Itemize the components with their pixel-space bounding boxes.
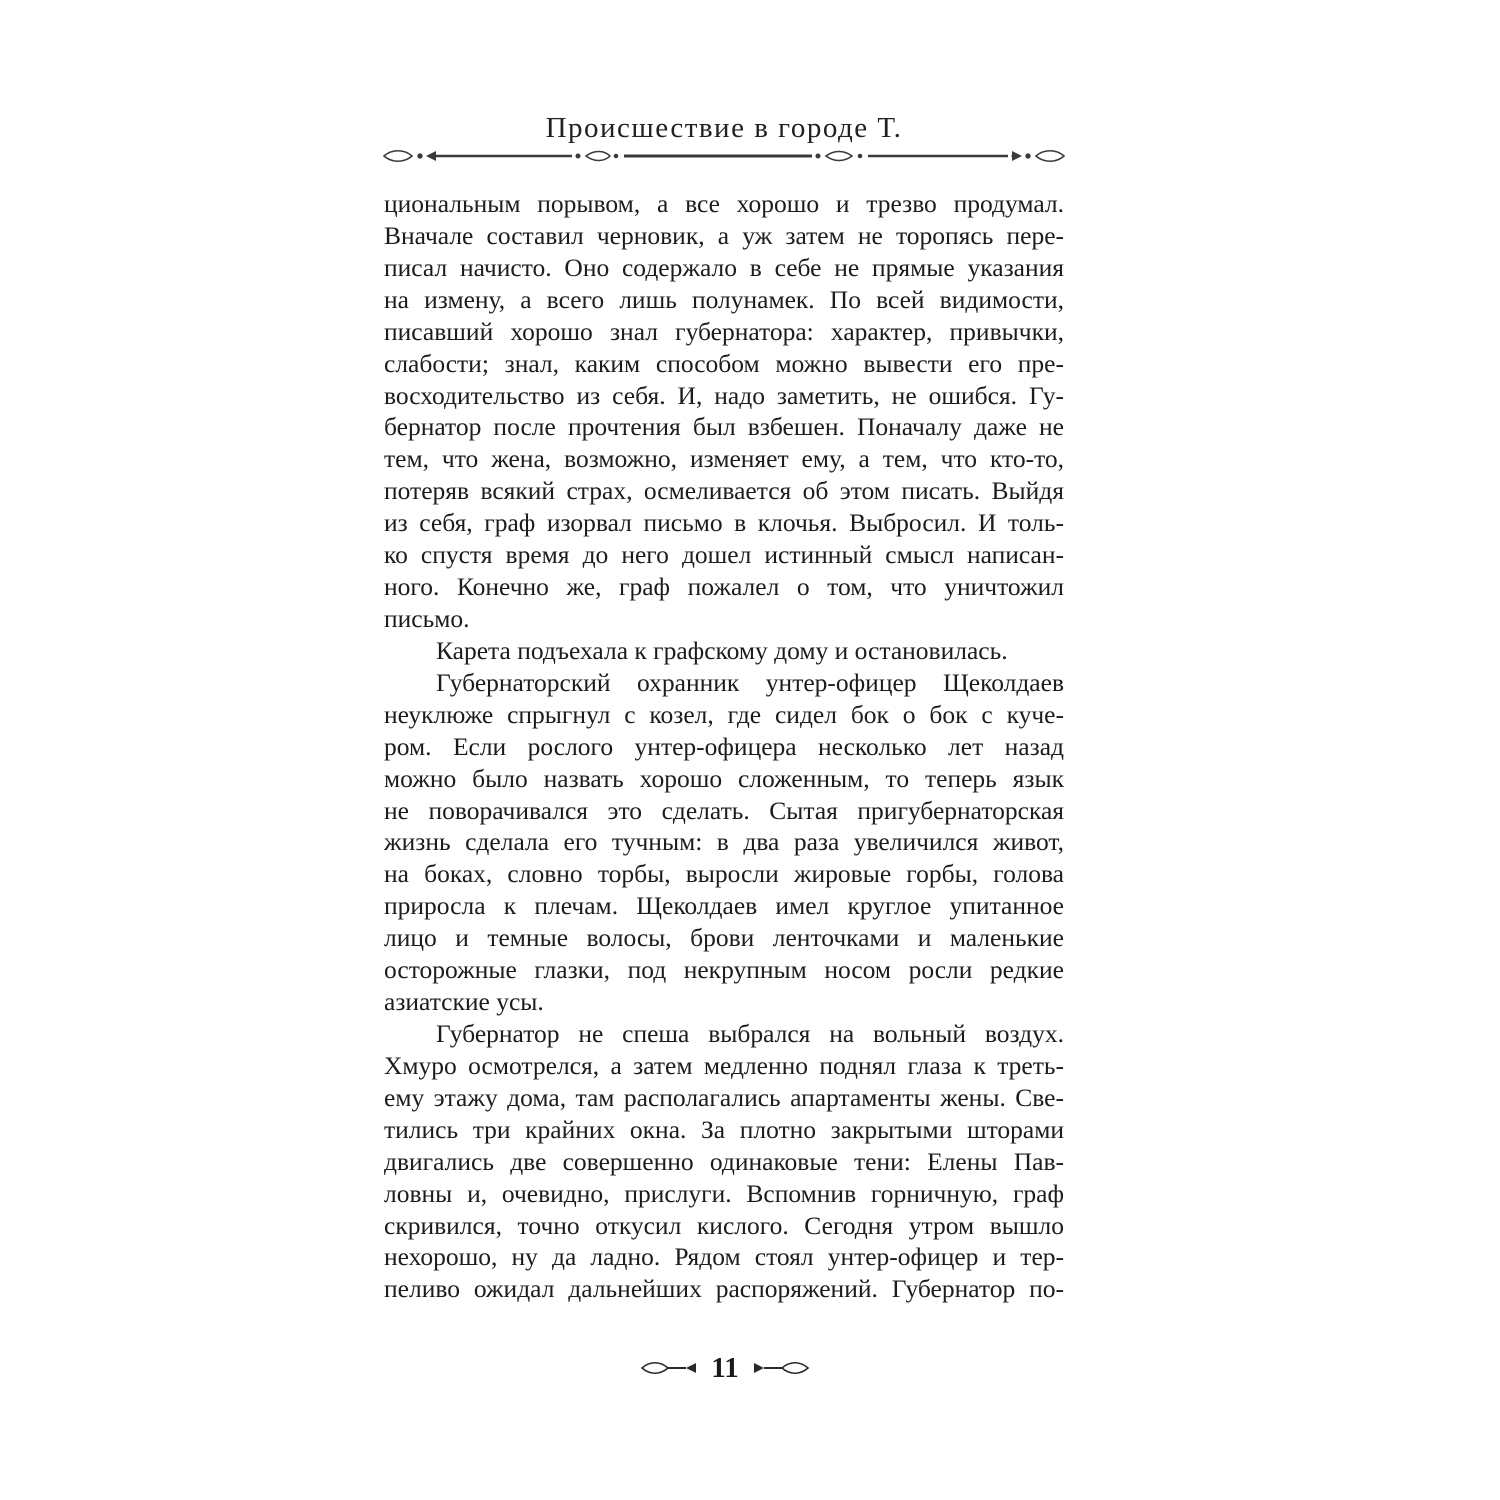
text-line: жизнь сделала его тучным: в два раза увеличился живот, <box>384 827 1064 857</box>
running-head: Происшествие в городе Т. <box>545 112 903 144</box>
text-line: из себя, граф изорвал письмо в клочья. Выбросил. И толь- <box>384 508 1064 538</box>
text-line: пеливо ожидал дальнейших распоряжений. Губернатор по- <box>384 1274 1064 1304</box>
body-text <box>384 188 1064 1305</box>
folio-left-ornament <box>640 1358 700 1378</box>
page-number: 11 <box>711 1352 739 1384</box>
text-line: тем, что жена, возможно, изменяет ему, а тем, что кто-то, <box>384 444 1064 474</box>
text-line: циональным порывом, а все хорошо и трезво продумал. <box>384 189 1064 218</box>
text-line: Хмуро осмотрелся, а затем медленно поднял глаза к треть- <box>384 1050 1064 1080</box>
text-line: письмо. <box>384 603 470 633</box>
text-line: ного. Конечно же, граф пожалел о том, что уничтожил <box>384 572 1064 602</box>
paragraph-first-line: Губернаторский охранник унтер-офицер Щеколдаев <box>436 667 1064 697</box>
text-line: писал начисто. Оно содержало в себе не прямые указания <box>384 252 1064 282</box>
text-line: тились три крайних окна. За плотно закрытыми шторами <box>384 1114 1064 1144</box>
text-line: лицо и темные волосы, брови ленточками и маленькие <box>384 923 1064 953</box>
text-line: неуклюже спрыгнул с козел, где сидел бок о бок с куче- <box>384 699 1064 729</box>
folio-right-ornament <box>750 1358 810 1378</box>
text-line: писавший хорошо знал губернатора: характер, привычки, <box>384 316 1064 346</box>
text-line: ему этажу дома, там располагались апартаменты жены. Све- <box>384 1082 1064 1112</box>
text-line: приросла к плечам. Щеколдаев имел круглое упитанное <box>384 891 1064 921</box>
text-line: потеряв всякий страх, осмеливается об этом писать. Выйдя <box>384 476 1064 506</box>
text-line: на измену, а всего лишь полунамек. По всей видимости, <box>384 284 1064 314</box>
text-line: на боках, словно торбы, выросли жировые горбы, голова <box>384 859 1064 889</box>
text-line: осторожные глазки, под некрупным носом росли редкие <box>384 955 1064 985</box>
text-line: двигались две совершенно одинаковые тени: Елены Пав- <box>384 1146 1064 1176</box>
text-line: нехорошо, ну да ладно. Рядом стоял унтер-офицер и тер- <box>384 1242 1064 1272</box>
text-line: можно было назвать хорошо сложенным, то теперь язык <box>384 763 1064 793</box>
text-line: не поворачивался это сделать. Сытая пригубернаторская <box>384 795 1064 825</box>
text-line: бернатор после прочтения был взбешен. Поначалу даже не <box>384 412 1064 442</box>
text-line: слабости; знал, каким способом можно вывести его пре- <box>384 348 1064 378</box>
text-line: азиатские усы. <box>384 987 544 1017</box>
paragraph-first-line: Карета подъехала к графскому дому и остановилась. <box>436 635 1008 665</box>
text-line: ко спустя время до него дошел истинный смысл написан- <box>384 540 1064 570</box>
text-line: восходительство из себя. И, надо заметить, не ошибся. Гу- <box>384 380 1064 410</box>
text-line: ловны и, очевидно, прислуги. Вспомнив горничную, граф <box>384 1178 1064 1208</box>
header-ornament-rule <box>382 145 1066 167</box>
text-line: Вначале составил черновик, а уж затем не торопясь пере- <box>384 220 1064 250</box>
text-line: ром. Если рослого унтер-офицера несколько лет назад <box>384 731 1064 761</box>
page-folio <box>640 1348 810 1388</box>
text-line: скривился, точно откусил кислого. Сегодня утром вышло <box>384 1210 1064 1240</box>
paragraph-first-line: Губернатор не спеша выбрался на вольный воздух. <box>436 1018 1064 1048</box>
